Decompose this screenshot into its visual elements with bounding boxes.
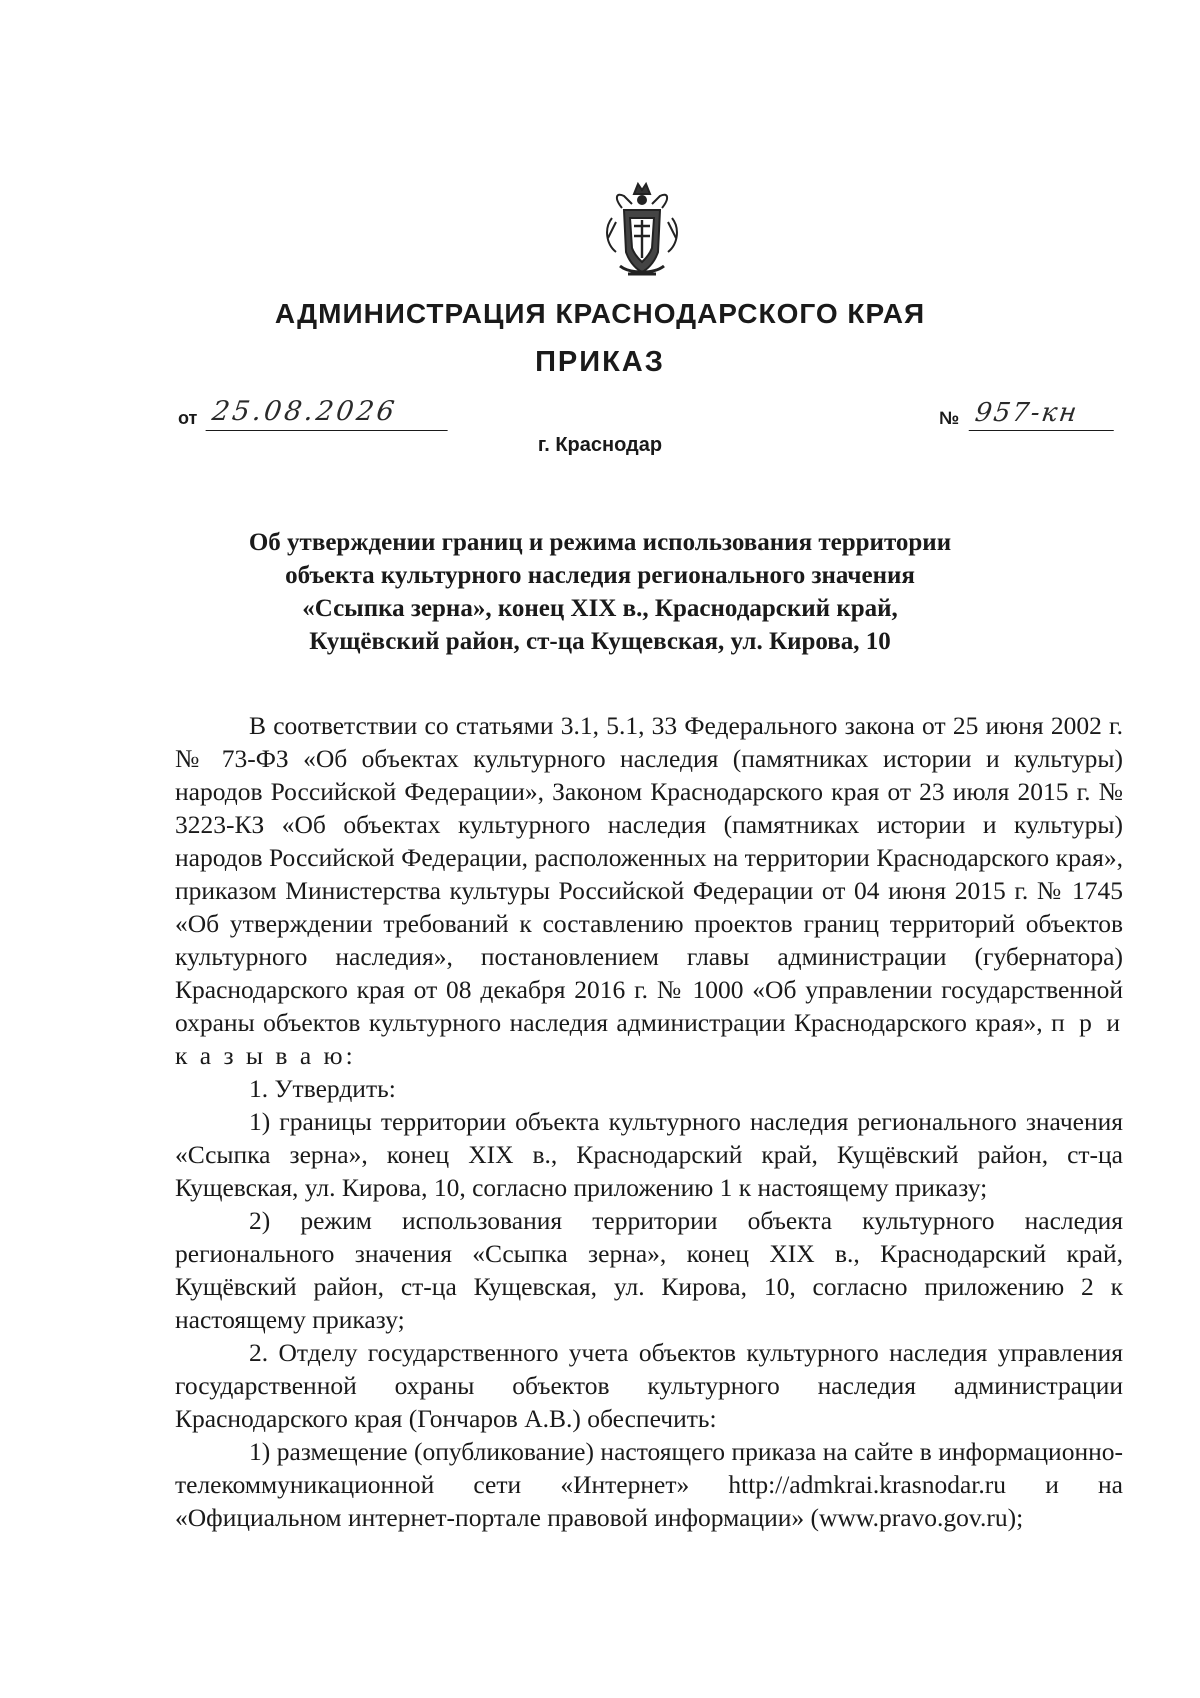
- subject-line: объекта культурного наследия регионального значения: [285, 562, 915, 589]
- item-2-1: 1) размещение (опубликование) настоящего приказа на сайте в информационно-телекоммуникационной сети «Интернет» http://admkrai.krasnodar.ru и на «Официальном интернет-портале правовой информации» (www.pravo.gov.ru);: [175, 1437, 1123, 1532]
- document-type: ПРИКАЗ: [535, 346, 665, 378]
- item-1: 1. Утвердить:: [249, 1074, 396, 1103]
- subject-line: Кущёвский район, ст-ца Кущевская, ул. Кирова, 10: [309, 628, 891, 655]
- item-1-2: 2) режим использования территории объекта культурного наследия регионального значения «Ссыпка зерна», конец XIX в., Краснодарский край, Кущёвский район, ст-ца Кущевская, ул. Кирова, 10, согласно приложению 2 к настоящему приказу;: [175, 1206, 1123, 1334]
- subject-line: Об утверждении границ и режима использования территории: [248, 529, 952, 556]
- date-prefix: от: [178, 408, 198, 428]
- document-subject: [170, 526, 1030, 658]
- handwritten-number: 957-кн: [969, 398, 1119, 431]
- date-field: [178, 397, 450, 431]
- item-2: 2. Отделу государственного учета объектов культурного наследия управления государственной охраны объектов культурного наследия администрации Краснодарского края (Гончаров А.В.) обеспечить:: [175, 1338, 1123, 1433]
- handwritten-date: 25.08.2026: [206, 396, 453, 431]
- subject-line: «Ссыпка зерна», конец XIX в., Краснодарский край,: [302, 595, 898, 622]
- coat-of-arms-icon: [594, 178, 690, 286]
- city: г. Краснодар: [537, 434, 663, 456]
- number-prefix: №: [939, 408, 960, 428]
- preamble-text: В соответствии со статьями 3.1, 5.1, 33 Федерального закона от 25 июня 2002 г. № 73-ФЗ «Об объектах культурного наследия (памятниках истории и культуры) народов Российской Федерации», Законом Краснодарского края от 23 июля 2015 г. № 3223-КЗ «Об объектах культурного наследия (памятниках истории и культуры) народов Российской Федерации, расположенных на территории Краснодарского края», приказом Министерства культуры Российской Федерации от 04 июня 2015 г. № 1745 «Об утверждении требований к составлению проектов границ территорий объектов культурного наследия», постановлением главы администрации (губернатора) Краснодарского края от 08 декабря 2016 г. № 1000 «Об управлении государственной охраны объектов культурного наследия администрации Краснодарского края»,: [175, 711, 1123, 1037]
- item-1-1: 1) границы территории объекта культурного наследия регионального значения «Ссыпка зерна», конец XIX в., Краснодарский край, Кущёвский район, ст-ца Кущевская, ул. Кирова, 10, согласно приложению 1 к настоящему приказу;: [175, 1107, 1123, 1202]
- number-field: [939, 399, 1116, 431]
- document-body: [175, 709, 1123, 1534]
- order-word: п р и к а з ы в а ю:: [175, 1008, 1124, 1070]
- preamble-paragraph: [175, 709, 1123, 1072]
- organization-name: АДМИНИСТРАЦИЯ КРАСНОДАРСКОГО КРАЯ: [274, 298, 926, 329]
